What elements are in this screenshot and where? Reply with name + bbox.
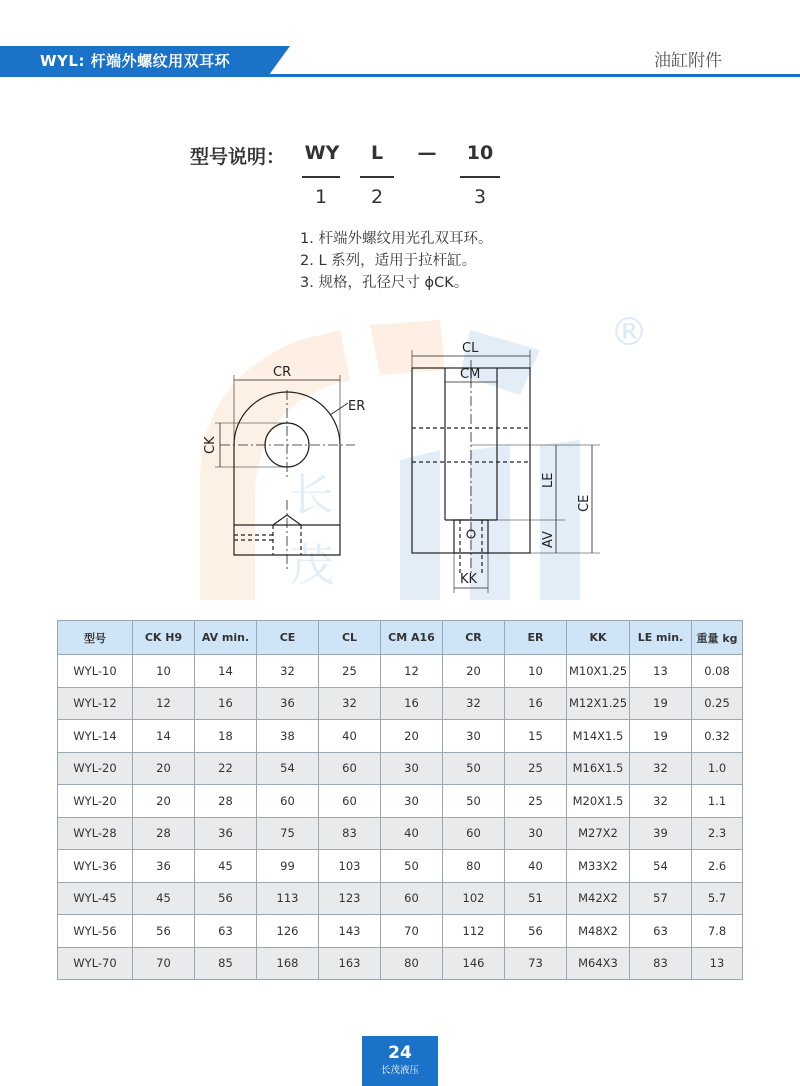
table-body [58, 655, 743, 980]
model-number-2: 2 [370, 186, 384, 208]
table-cell: 126 [257, 915, 319, 948]
table-cell: 30 [505, 817, 567, 850]
table-cell: 168 [257, 947, 319, 980]
table-cell: 40 [381, 817, 443, 850]
table-cell: 123 [319, 882, 381, 915]
table-cell: 45 [133, 882, 195, 915]
table-cell: WYL-56 [58, 915, 133, 948]
page-title: WYL: 杆端外螺纹用双耳环 [40, 52, 231, 70]
footer-company: 长茂液压 [380, 1065, 419, 1076]
table-cell: 32 [630, 785, 692, 818]
model-segment-type: L [370, 142, 384, 164]
table-cell: 80 [443, 850, 505, 883]
table-cell: WYL-36 [58, 850, 133, 883]
table-cell: 10 [133, 655, 195, 688]
table-row [58, 850, 743, 883]
dim-label-er: ER [348, 399, 366, 414]
page-number-tab [362, 1036, 438, 1086]
header [0, 0, 800, 90]
dim-label-cl: CL [462, 341, 479, 356]
table-cell: M64X3 [567, 947, 630, 980]
table-cell: 60 [319, 785, 381, 818]
table-cell: 70 [133, 947, 195, 980]
page-number: 24 [388, 1043, 412, 1063]
table-cell: 12 [381, 655, 443, 688]
table-cell: 20 [133, 752, 195, 785]
table-cell: WYL-45 [58, 882, 133, 915]
table-cell: 54 [630, 850, 692, 883]
dim-label-cr: CR [273, 365, 292, 380]
table-row [58, 720, 743, 753]
table-cell: M12X1.25 [567, 687, 630, 720]
front-view [412, 341, 600, 593]
table-cell: M48X2 [567, 915, 630, 948]
table-cell: 32 [257, 655, 319, 688]
col-header-kk: KK [567, 621, 630, 655]
table-cell: 12 [133, 687, 195, 720]
table-cell: 80 [381, 947, 443, 980]
table-cell: M16X1.5 [567, 752, 630, 785]
table-cell: M33X2 [567, 850, 630, 883]
table-cell: 54 [257, 752, 319, 785]
table-cell: WYL-20 [58, 785, 133, 818]
note-item: 3. 规格，孔径尺寸 ϕCK。 [300, 275, 469, 291]
col-header-er: ER [505, 621, 567, 655]
model-number-3: 3 [473, 186, 487, 208]
table-cell: 63 [630, 915, 692, 948]
note-item: 1. 杆端外螺纹用光孔双耳环。 [300, 231, 493, 247]
table-cell: 16 [381, 687, 443, 720]
dim-label-ck: CK [203, 436, 218, 454]
table-cell: 103 [319, 850, 381, 883]
table-cell: 60 [443, 817, 505, 850]
col-header-cm: CM A16 [381, 621, 443, 655]
table-cell: 57 [630, 882, 692, 915]
table-cell: WYL-12 [58, 687, 133, 720]
table-cell: 45 [195, 850, 257, 883]
table-row [58, 785, 743, 818]
col-header-model: 型号 [58, 621, 133, 655]
model-notes [300, 228, 492, 294]
dim-label-cm: CM [460, 367, 481, 382]
technical-drawing [190, 330, 630, 600]
table-cell: 83 [319, 817, 381, 850]
table-cell: 102 [443, 882, 505, 915]
table-cell: 2.6 [692, 850, 743, 883]
table-cell: 36 [133, 850, 195, 883]
table-cell: WYL-10 [58, 655, 133, 688]
table-cell: M20X1.5 [567, 785, 630, 818]
table-row [58, 687, 743, 720]
table-cell: 25 [505, 752, 567, 785]
table-cell: 56 [505, 915, 567, 948]
table-cell: WYL-28 [58, 817, 133, 850]
dim-label-kk: KK [460, 572, 478, 587]
table-cell: 25 [319, 655, 381, 688]
table-cell: M27X2 [567, 817, 630, 850]
col-header-le: LE min. [630, 621, 692, 655]
note-item: 2. L 系列，适用于拉杆缸。 [300, 253, 477, 269]
table-cell: 1.0 [692, 752, 743, 785]
table-cell: 10 [505, 655, 567, 688]
table-cell: 163 [319, 947, 381, 980]
table-cell: 1.1 [692, 785, 743, 818]
header-divider [0, 74, 800, 77]
table-cell: 146 [443, 947, 505, 980]
table-cell: 51 [505, 882, 567, 915]
table-cell: 13 [692, 947, 743, 980]
model-code-label: 型号说明： [190, 146, 286, 168]
table-cell: 113 [257, 882, 319, 915]
table-cell: 18 [195, 720, 257, 753]
table-cell: 32 [319, 687, 381, 720]
table-cell: 39 [630, 817, 692, 850]
model-segment-size: 10 [466, 142, 494, 164]
table-cell: 56 [195, 882, 257, 915]
table-row [58, 915, 743, 948]
table-cell: 38 [257, 720, 319, 753]
watermark-registered-mark: ® [610, 310, 648, 354]
watermark-char-1: 长 [290, 470, 334, 521]
table-cell: M10X1.25 [567, 655, 630, 688]
table-cell: 112 [443, 915, 505, 948]
table-cell: 30 [381, 752, 443, 785]
table-cell: 75 [257, 817, 319, 850]
table-cell: 63 [195, 915, 257, 948]
table-cell: 83 [630, 947, 692, 980]
table-cell: 50 [443, 752, 505, 785]
table-cell: 0.32 [692, 720, 743, 753]
col-header-cr: CR [443, 621, 505, 655]
category-label: 油缸附件 [654, 51, 722, 71]
table-header-row [58, 621, 743, 655]
table-row [58, 817, 743, 850]
col-header-weight: 重量 kg [692, 621, 743, 655]
table-cell: 143 [319, 915, 381, 948]
table-cell: 28 [133, 817, 195, 850]
table-cell: 7.8 [692, 915, 743, 948]
table-cell: 19 [630, 720, 692, 753]
underline-3 [460, 176, 500, 178]
table-cell: 36 [195, 817, 257, 850]
model-segment-dash: — [417, 142, 437, 164]
table-cell: 28 [195, 785, 257, 818]
model-segment-series: WY [304, 142, 340, 164]
table-row [58, 655, 743, 688]
model-number-1: 1 [314, 186, 328, 208]
table-cell: 22 [195, 752, 257, 785]
side-view [203, 365, 365, 570]
watermark-char-2: 茂 [290, 540, 334, 591]
model-code [190, 138, 520, 218]
table-cell: 16 [195, 687, 257, 720]
table-cell: WYL-70 [58, 947, 133, 980]
table-cell: 16 [505, 687, 567, 720]
table-cell: M42X2 [567, 882, 630, 915]
table-cell: 30 [443, 720, 505, 753]
table-cell: 0.25 [692, 687, 743, 720]
table-cell: M14X1.5 [567, 720, 630, 753]
table-cell: 40 [319, 720, 381, 753]
table-cell: 0.08 [692, 655, 743, 688]
table-cell: 60 [381, 882, 443, 915]
table-cell: 70 [381, 915, 443, 948]
table-cell: 20 [443, 655, 505, 688]
table-cell: 60 [257, 785, 319, 818]
table-cell: 36 [257, 687, 319, 720]
col-header-ce: CE [257, 621, 319, 655]
underline-1 [302, 176, 340, 178]
table-cell: 50 [443, 785, 505, 818]
table-cell: 30 [381, 785, 443, 818]
table-cell: 73 [505, 947, 567, 980]
table-cell: 20 [381, 720, 443, 753]
table-cell: 32 [443, 687, 505, 720]
dim-label-av: AV [541, 531, 556, 548]
table-cell: 40 [505, 850, 567, 883]
table-cell: 56 [133, 915, 195, 948]
table-cell: 50 [381, 850, 443, 883]
table-cell: 32 [630, 752, 692, 785]
table-cell: 25 [505, 785, 567, 818]
table-row [58, 947, 743, 980]
table-cell: 20 [133, 785, 195, 818]
table-row [58, 882, 743, 915]
col-header-av: AV min. [195, 621, 257, 655]
table-cell: 14 [133, 720, 195, 753]
table-cell: 99 [257, 850, 319, 883]
table-cell: 2.3 [692, 817, 743, 850]
table-cell: 19 [630, 687, 692, 720]
er-leader [330, 403, 348, 415]
table-cell: 5.7 [692, 882, 743, 915]
table-row [58, 752, 743, 785]
underline-2 [360, 176, 394, 178]
table-cell: 13 [630, 655, 692, 688]
col-header-ck: CK H9 [133, 621, 195, 655]
table-cell: WYL-14 [58, 720, 133, 753]
table-cell: 14 [195, 655, 257, 688]
table-cell: WYL-20 [58, 752, 133, 785]
spec-table [57, 620, 743, 980]
dim-label-le: LE [541, 472, 556, 488]
col-header-cl: CL [319, 621, 381, 655]
table-cell: 60 [319, 752, 381, 785]
table-cell: 15 [505, 720, 567, 753]
dim-label-ce: CE [577, 494, 592, 512]
table-cell: 85 [195, 947, 257, 980]
